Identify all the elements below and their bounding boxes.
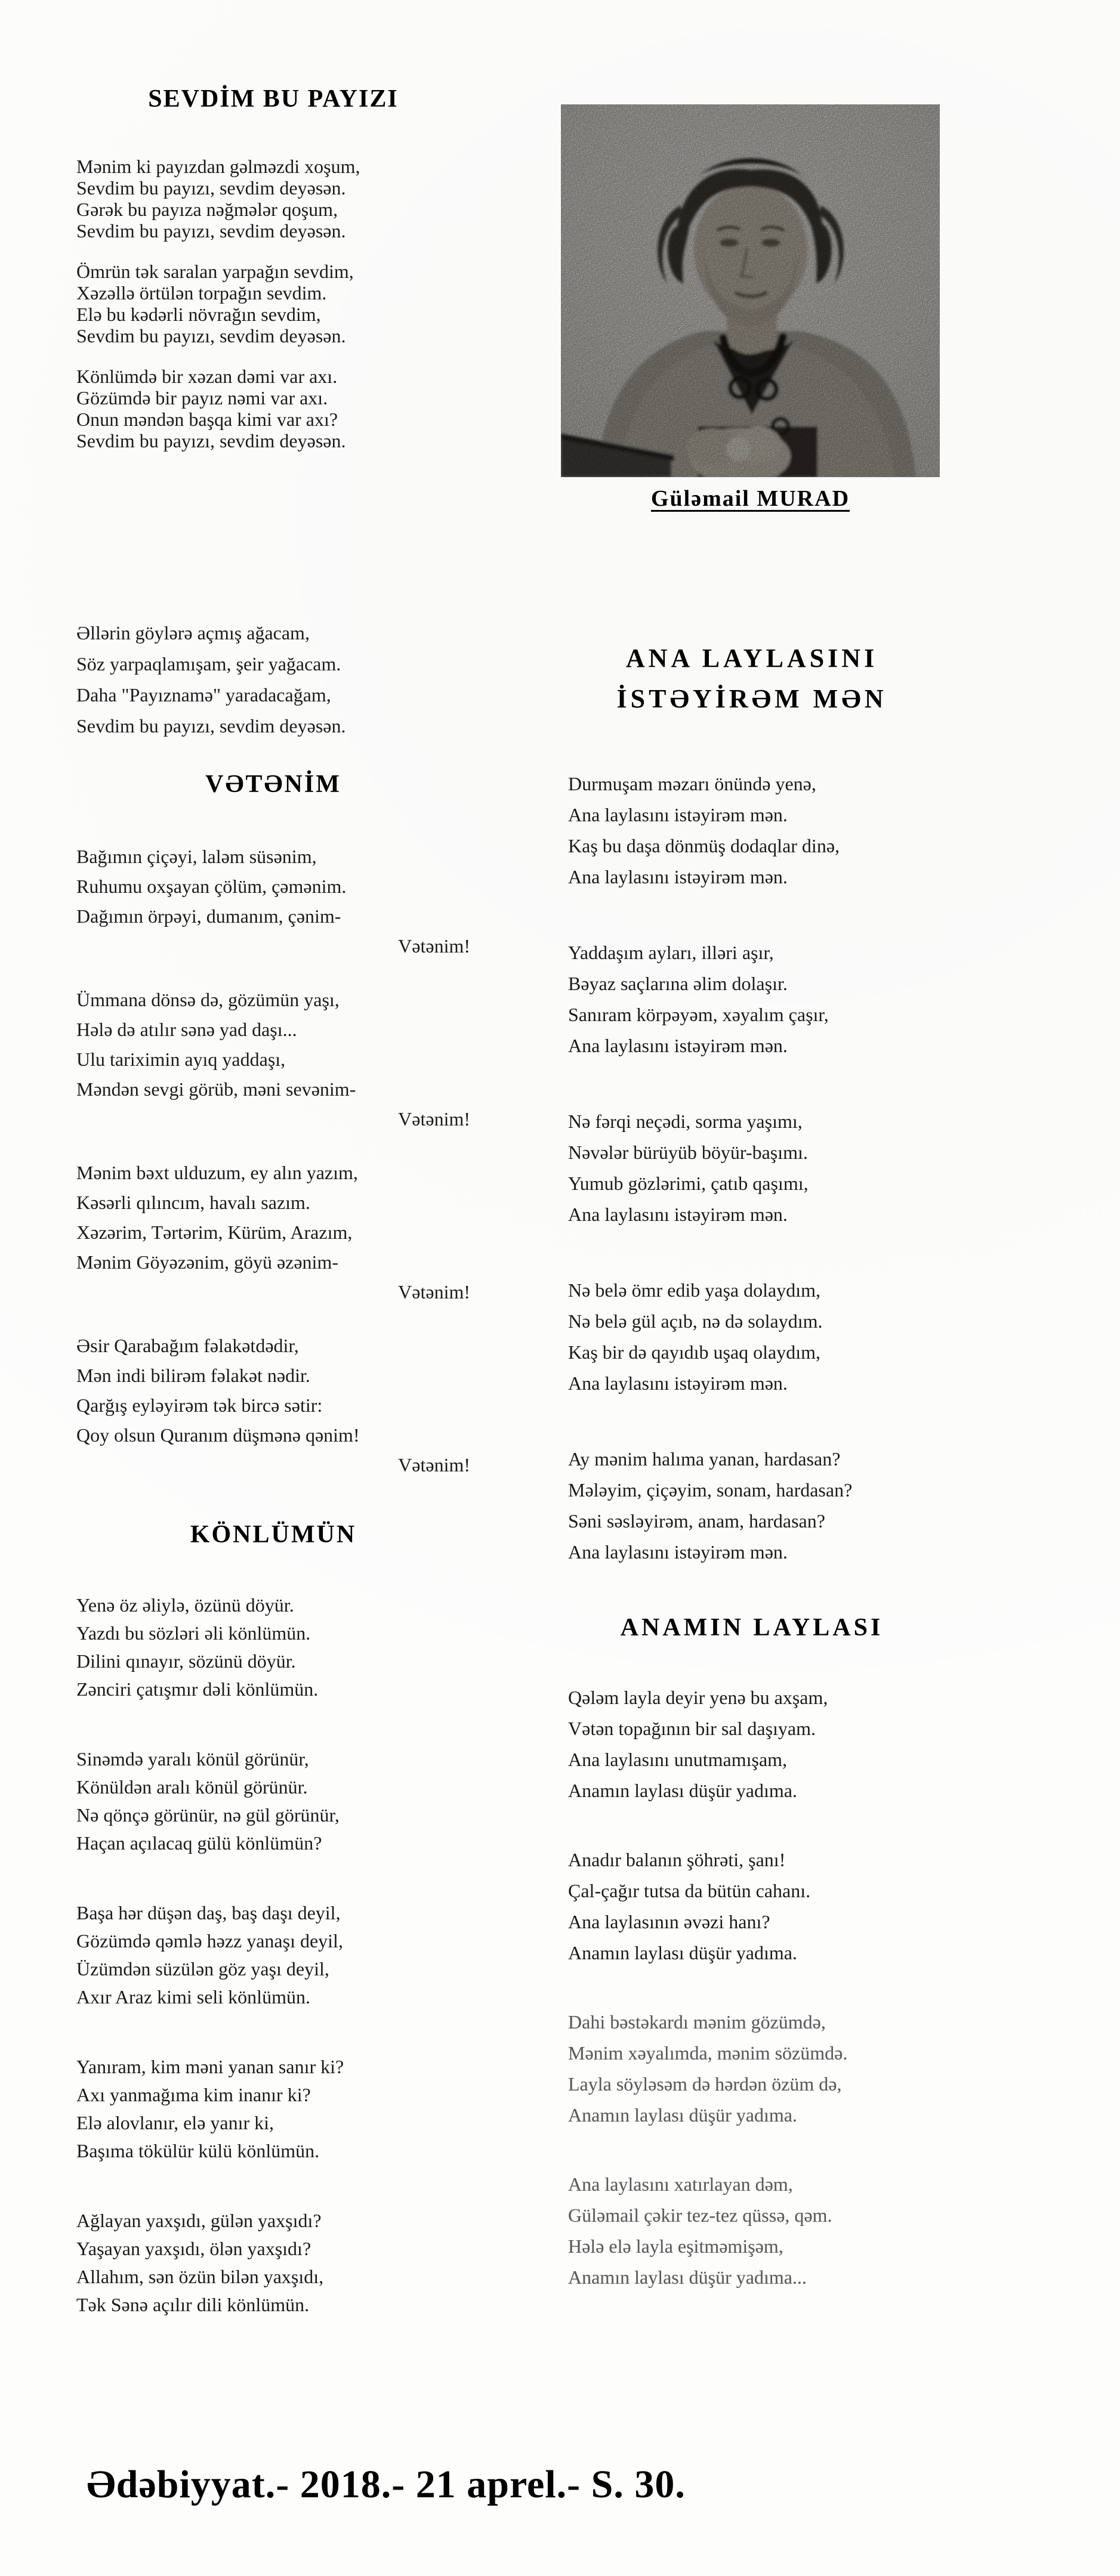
poem-line: Layla söyləsəm də hərdən özüm də,	[568, 2073, 842, 2095]
poem-line: Sevdim bu payızı, sevdim deyəsən.	[76, 429, 346, 452]
poem-line: Ana laylasının əvəzi hanı?	[568, 1910, 770, 1932]
poem-line: Yanıram, kim məni yanan sanır ki?	[76, 2055, 344, 2077]
poem-line: Mənim xəyalımda, mənim sözümdə.	[568, 2042, 848, 2064]
poem-line: Onun məndən başqa kimi var axı?	[76, 408, 338, 430]
stanza	[561, 937, 943, 1061]
poem-vetenim	[76, 769, 470, 1480]
poem-ana-laylasini-isteyirem-men	[561, 638, 943, 1567]
poem-line: Ana laylasını unutmamışam,	[568, 1748, 788, 1770]
author-photo-caption: Güləmail MURAD	[650, 486, 850, 511]
poem-line: Ana laylasını istəyirəm mən.	[568, 1204, 788, 1225]
poem-line: Yazdı bu sözləri əli könlümün.	[76, 1622, 311, 1644]
poem-line: Sevdim bu payızı, sevdim deyəsən.	[76, 177, 346, 199]
poem-line: Qarğış eyləyirəm tək bircə sətir:	[76, 1394, 323, 1416]
poem-line: Başa hər düşən daş, baş daşı deyil,	[76, 1901, 341, 1924]
stanza	[76, 1158, 470, 1307]
poem-line: Sanıram körpəyəm, xəyalım çaşır,	[568, 1004, 829, 1025]
poem-line: Söz yarpaqlamışam, şeir yağacam.	[76, 652, 341, 675]
poem-refrain-line: Vətənim!	[398, 1108, 470, 1130]
stanza	[561, 768, 943, 892]
stanza	[561, 2169, 943, 2293]
poem-line: Elə bu kədərli növrağın sevdim,	[76, 303, 321, 325]
stanza	[76, 1899, 470, 2011]
poem-line: Səni səsləyirəm, anam, hardasan?	[568, 1510, 825, 1532]
poem-line: Hələ də atılır sənə yad daşı...	[76, 1019, 297, 1040]
poem-line: Bağımın çiçəyi, laləm süsənim,	[76, 846, 317, 867]
poem-line: Ana laylasını istəyirəm mən.	[568, 866, 788, 887]
poem-sevdim-bu-payizi	[76, 84, 470, 741]
poem-line: Yumub gözlərimi, çatıb qaşımı,	[568, 1173, 809, 1194]
poem-line: Ay mənim halıma yanan, hardasan?	[568, 1448, 841, 1470]
poem-line: Qoy olsun Quranım düşmənə qənim!	[76, 1424, 360, 1446]
poem-line: Gözümdə bir payız nəmi var axı.	[76, 386, 328, 409]
poem-line: Hələ elə layla eşitməmişəm,	[568, 2235, 783, 2257]
poem-line: Güləmail çəkir tez-tez qüssə, qəm.	[568, 2204, 832, 2226]
stanza	[76, 261, 470, 347]
poem-line: Qələm layla deyir yenə bu axşam,	[568, 1686, 828, 1708]
poem-title: SEVDİM BU PAYIZI	[148, 85, 399, 113]
stanza	[76, 156, 470, 242]
poem-refrain-line: Vətənim!	[398, 1281, 470, 1303]
citation-footer: Ədəbiyyat.- 2018.- 21 aprel.- S. 30.	[87, 2463, 686, 2506]
poem-line: Mələyim, çiçəyim, sonam, hardasan?	[568, 1479, 853, 1501]
poem-line: Başıma tökülür külü könlümün.	[76, 2139, 320, 2161]
poem-line: Nəvələr bürüyüb böyür-başımı.	[568, 1142, 808, 1163]
poem-line: Mən indi bilirəm fəlakət nədir.	[76, 1365, 310, 1386]
poem-title: ANAMIN LAYLASI	[620, 1614, 884, 1641]
poem-line: Yaşayan yaxşıdı, ölən yaxşıdı?	[76, 2237, 311, 2259]
poem-line: Nə belə gül açıb, nə də solaydım.	[568, 1310, 823, 1332]
poem-line: Kəsərli qılıncım, havalı sazım.	[76, 1192, 310, 1213]
stanza	[561, 1682, 943, 1806]
poem-title: ANA LAYLASINI İSTƏYİRƏM MƏN	[616, 644, 887, 713]
poem-line: Tək Sənə açılır dili könlümün.	[76, 2293, 310, 2315]
poem-line: Ana laylasını istəyirəm mən.	[568, 804, 788, 825]
poem-line: Yaddaşım ayları, illəri aşır,	[568, 942, 774, 963]
poem-line: Ağlayan yaxşıdı, gülən yaxşıdı?	[76, 2209, 322, 2231]
poem-line: Əsir Qarabağım fəlakətdədir,	[76, 1335, 299, 1356]
poem-line: Mənim bəxt ulduzum, ey alın yazım,	[76, 1162, 358, 1183]
poem-line: Kaş bu daşa dönmüş dodaqlar dinə,	[568, 835, 840, 856]
poem-line: Sevdim bu payızı, sevdim deyəsən.	[76, 715, 346, 737]
stanza	[76, 366, 470, 452]
poem-konlumun	[76, 1519, 470, 2319]
poem-line: Sinəmdə yaralı könül görünür,	[76, 1748, 309, 1770]
poem-line: Durmuşam məzarı önündə yenə,	[568, 773, 816, 794]
stanza	[76, 2207, 470, 2319]
stanza	[76, 2053, 470, 2165]
poem-line: Çal-çağır tutsa da bütün cahanı.	[568, 1879, 811, 1901]
poem-line: Ana laylasını istəyirəm mən.	[568, 1035, 788, 1056]
poem-line: Elə alovlanır, elə yanır ki,	[76, 2111, 274, 2133]
poem-title: KÖNLÜMÜN	[190, 1521, 357, 1548]
author-photo-figure	[561, 104, 940, 512]
poem-line: Xəzərim, Tərtərim, Kürüm, Arazım,	[76, 1221, 353, 1243]
poem-line: Anamın laylası düşür yadıma.	[568, 1779, 797, 1801]
poem-line: Ulu tariximin ayıq yaddaşı,	[76, 1049, 286, 1070]
stanza	[561, 1844, 943, 1968]
poem-line: Allahım, sən özün bilən yaxşıdı,	[76, 2265, 324, 2287]
poem-line: Axır Araz kimi seli könlümün.	[76, 1986, 310, 2008]
poem-line: Nə qönçə görünür, nə gül görünür,	[76, 1804, 340, 1826]
poem-line: Dilini qınayır, sözünü döyür.	[76, 1650, 296, 1672]
poem-line: Vətən topağının bir sal daşıyam.	[568, 1717, 816, 1739]
poem-line: Nə belə ömr edib yaşa dolaydım,	[568, 1279, 820, 1301]
poem-refrain-line: Vətənim!	[398, 1454, 470, 1476]
poem-line: Nə fərqi neçədi, sorma yaşımı,	[568, 1111, 803, 1132]
poem-line: Anamın laylası düşür yadıma...	[568, 2266, 807, 2288]
stanza	[76, 985, 470, 1134]
poem-line: Xəzəllə örtülən torpağın sevdim.	[76, 282, 327, 304]
stanza	[76, 1745, 470, 1857]
poem-line: Ana laylasını xatırlayan dəm,	[568, 2173, 793, 2195]
poem-line: Ümmana dönsə də, gözümün yaşı,	[76, 989, 340, 1010]
poem-line: Anamın laylası düşür yadıma.	[568, 1941, 797, 1963]
poem-line: Dağımın örpəyi, dumanım, çənim-	[76, 905, 341, 927]
poem-line: Anadır balanın şöhrəti, şanı!	[568, 1848, 786, 1870]
poem-line: Gözümdə qəmlə həzz yanaşı deyil,	[76, 1929, 343, 1952]
left-column	[76, 84, 470, 2361]
poem-line: Sevdim bu payızı, sevdim deyəsən.	[76, 324, 346, 347]
poem-line: Ana laylasını istəyirəm mən.	[568, 1541, 788, 1563]
poem-line: Mənim Göyəzənim, göyü əzənim-	[76, 1251, 338, 1273]
poem-line: Anamın laylası düşür yadıma.	[568, 2104, 797, 2126]
author-photo	[561, 104, 940, 477]
poem-line: Ruhumu oxşayan çölüm, çəmənim.	[76, 876, 347, 897]
stanza	[76, 617, 470, 741]
stanza	[561, 1443, 943, 1567]
poem-line: Könlümdə bir xəzan dəmi var axı.	[76, 365, 338, 387]
poem-line: Məndən sevgi görüb, məni sevənim-	[76, 1078, 356, 1100]
poem-line: Üzümdən süzülən göz yaşı deyil,	[76, 1957, 329, 1980]
poem-line: Ömrün tək saralan yarpağın sevdim,	[76, 260, 354, 282]
poem-line: Haçan açılacaq gülü könlümün?	[76, 1832, 322, 1854]
stanza	[76, 1331, 470, 1480]
poem-line: Zənciri çatışmır dəli könlümün.	[76, 1678, 319, 1700]
right-column-poems	[561, 638, 943, 2293]
poem-refrain-line: Vətənim!	[398, 935, 470, 957]
poem-anamin-laylasi	[561, 1612, 943, 2293]
poem-line: Ana laylasını istəyirəm mən.	[568, 1372, 788, 1394]
stanza	[76, 1591, 470, 1703]
stanza	[561, 1275, 943, 1399]
stanza	[561, 2006, 943, 2130]
poem-line: Sevdim bu payızı, sevdim deyəsən.	[76, 219, 346, 242]
poem-title: VƏTƏNİM	[205, 770, 341, 798]
poem-line: Dahi bəstəkardı mənim gözümdə,	[568, 2011, 826, 2033]
poem-line: Gərək bu payıza nəğmələr qoşum,	[76, 198, 338, 220]
poem-line: Axı yanmağıma kim inanır ki?	[76, 2083, 311, 2105]
poem-line: Yenə öz əliylə, özünü döyür.	[76, 1594, 294, 1616]
poem-line: Bəyaz saçlarına əlim dolaşır.	[568, 973, 788, 994]
poem-line: Daha "Payıznamə" yaradacağam,	[76, 684, 331, 706]
stanza	[76, 842, 470, 961]
poem-line: Mənim ki payızdan gəlməzdi xoşum,	[76, 155, 360, 177]
stanza	[561, 1106, 943, 1230]
right-column	[561, 104, 943, 2331]
poem-line: Əllərin göylərə açmış ağacam,	[76, 621, 310, 644]
poem-line: Könüldən aralı könül görünür.	[76, 1776, 308, 1798]
author-portrait-illustration	[561, 104, 940, 477]
poem-line: Kaş bir də qayıdıb uşaq olaydım,	[568, 1341, 821, 1363]
